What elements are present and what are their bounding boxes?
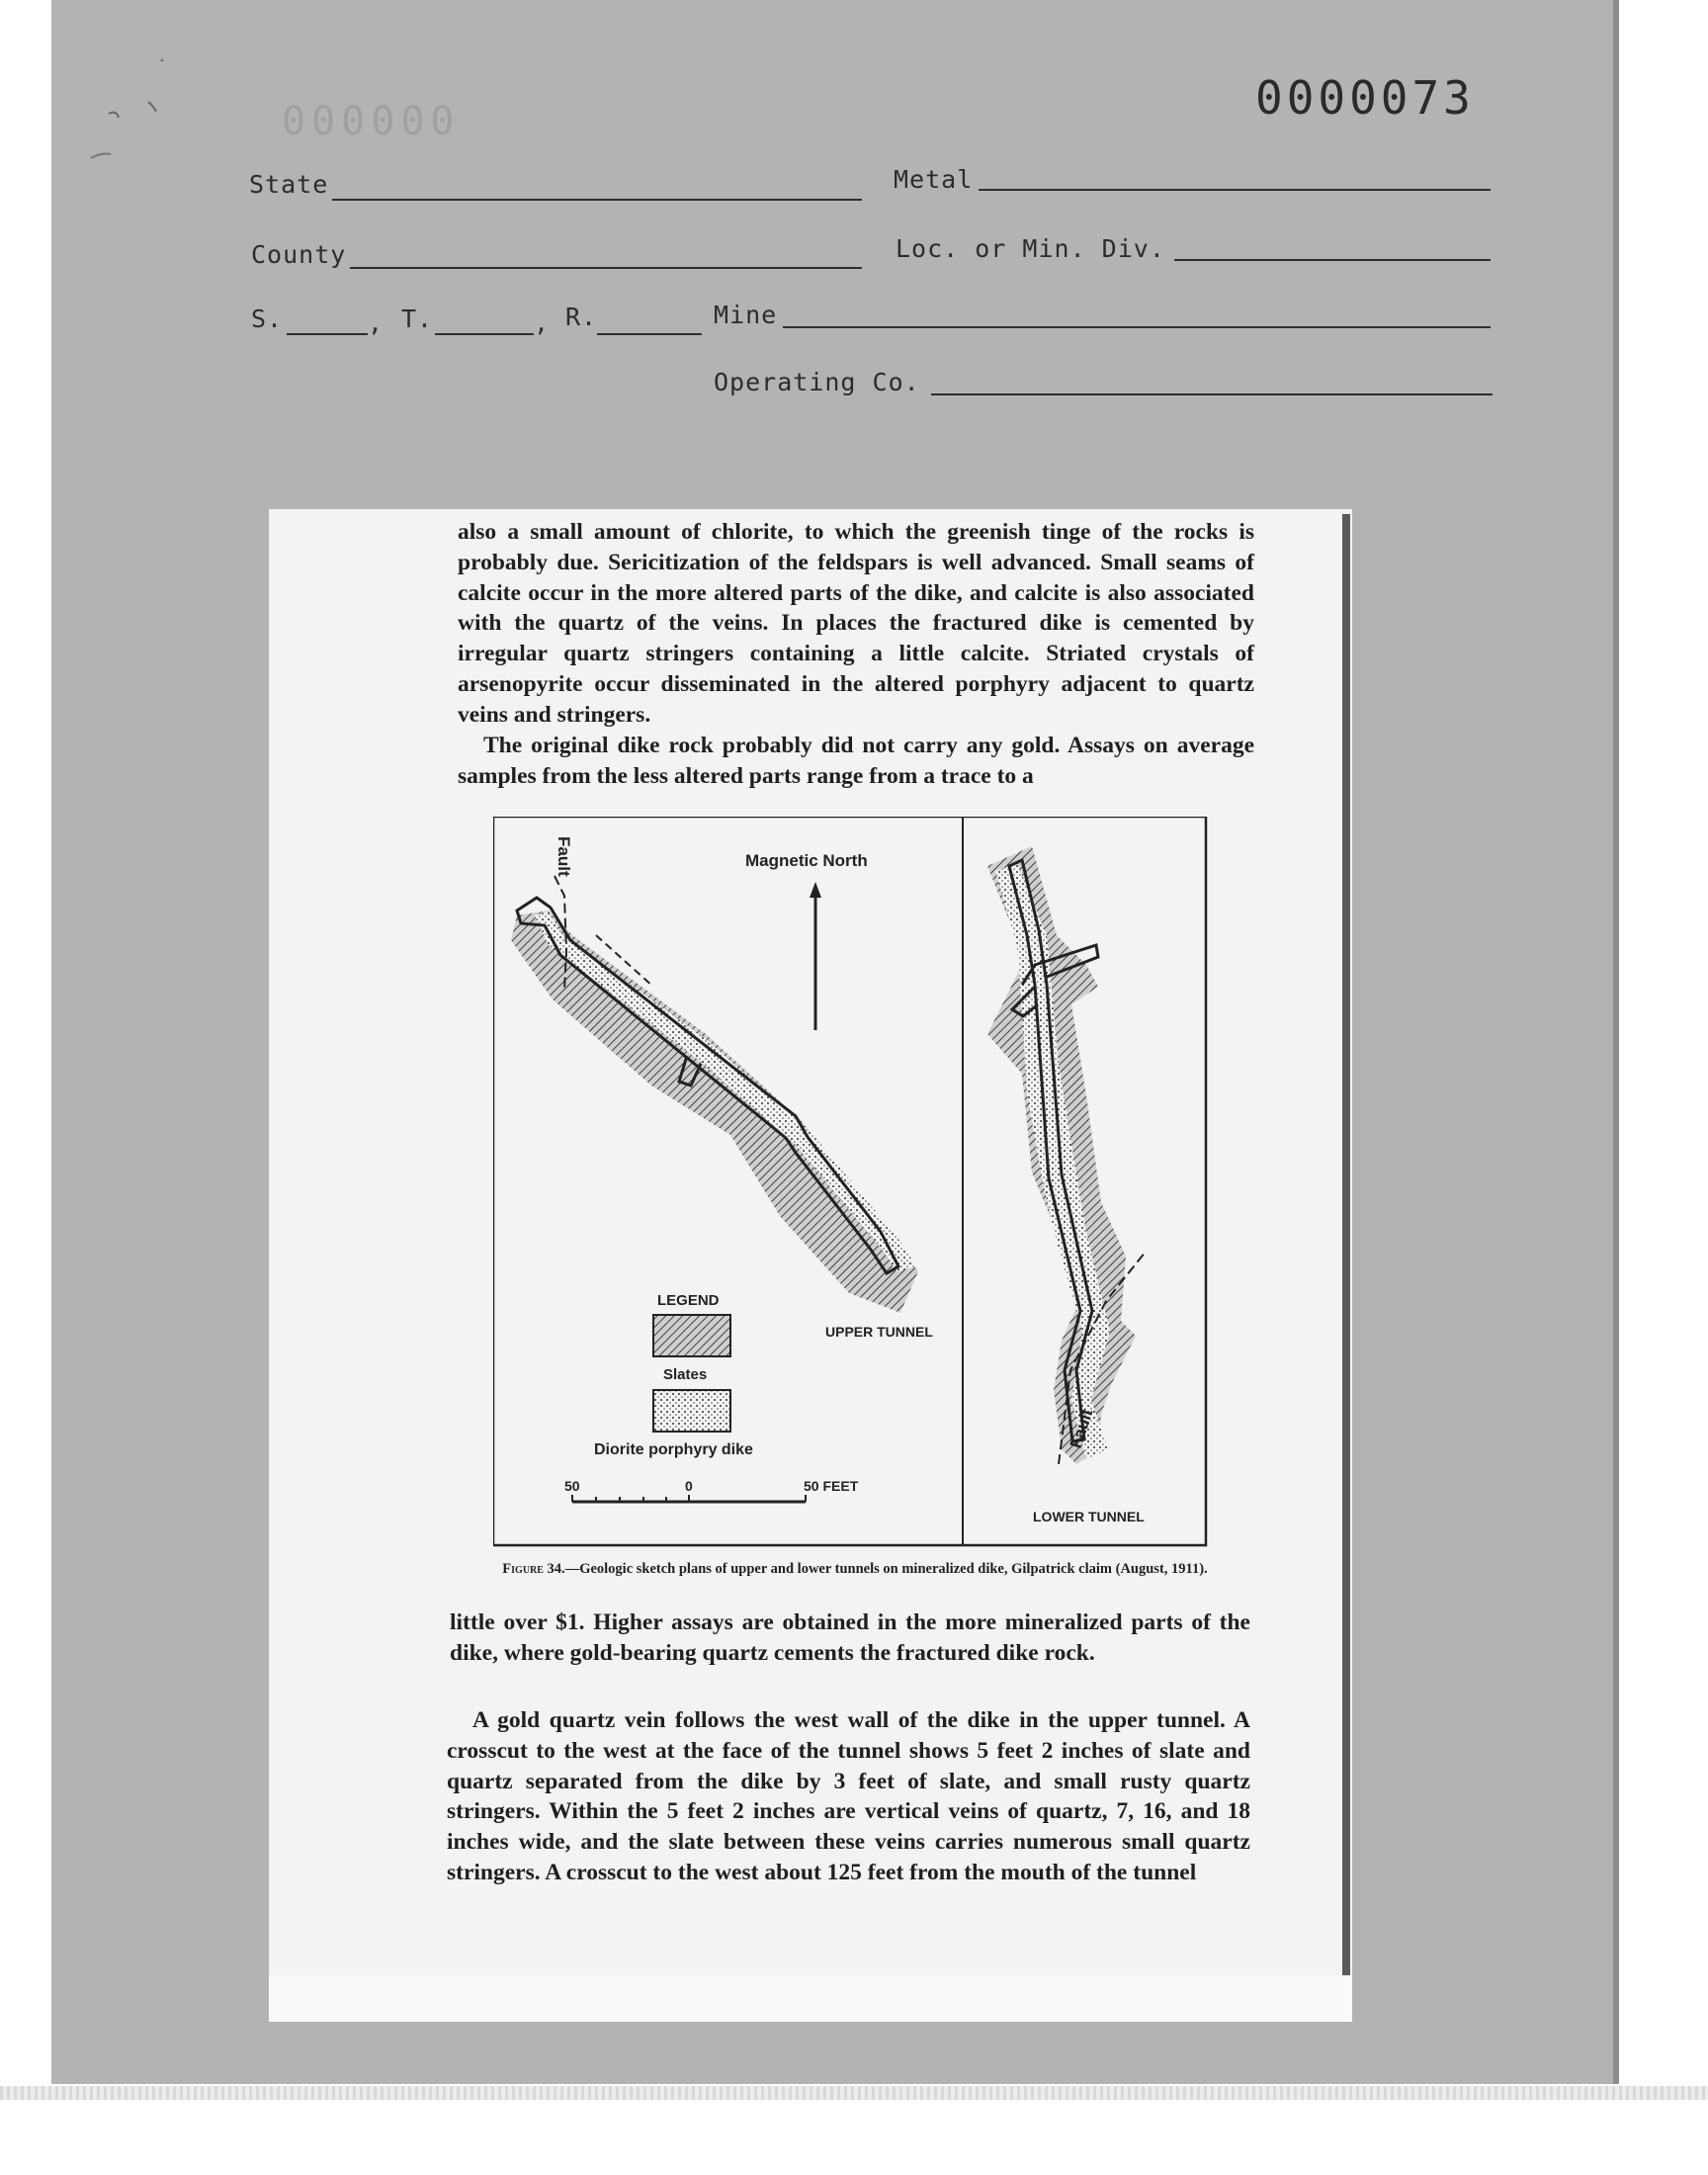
- township-field[interactable]: [435, 333, 534, 335]
- legend-slates-label: Slates: [663, 1366, 708, 1383]
- lower-fault-label: Fault: [1066, 1406, 1097, 1451]
- lower-tunnel-label: LOWER TUNNEL: [1033, 1509, 1145, 1524]
- operating-co-label: Operating Co.: [714, 368, 920, 396]
- legend-title: LEGEND: [657, 1292, 720, 1309]
- comma-1: ,: [368, 308, 384, 337]
- loc-label: Loc. or Min. Div.: [896, 234, 1165, 263]
- scale-right-label: 50 FEET: [804, 1478, 859, 1494]
- magnetic-north-label: Magnetic North: [745, 851, 868, 870]
- metal-field[interactable]: [979, 189, 1491, 191]
- metal-label: Metal: [894, 165, 974, 194]
- caption-label: Figure 34.: [502, 1561, 565, 1577]
- clipping-margin: [269, 1975, 1352, 2022]
- paragraph-chlorite: also a small amount of chlorite, to which the greenish tinge of the rocks is probably due. Sericitization of the feldspars is well advanced. Small seams of calcite occur in the more altered parts of the dike, and calcite is also associated with the quartz of the veins. In places the fractured dike is cemented by irregular quartz stringers containing a little calcite. Striated crystals of arsenopyrite occur disseminated in the altered porphyry adjacent to quartz veins and stringers.: [458, 519, 1254, 728]
- loc-field[interactable]: [1174, 259, 1491, 261]
- legend-dike-swatch: [653, 1390, 730, 1432]
- paragraph-original-dike: The original dike rock probably did not carry any gold. Assays on average samples from the less altered parts range from a trace to a: [458, 733, 1254, 789]
- legend-slates-swatch: [653, 1315, 730, 1356]
- scale-left-label: 50: [564, 1478, 580, 1494]
- township-label: T.: [401, 304, 434, 333]
- upper-fault-label: Fault: [555, 836, 573, 877]
- document-number: 0000073: [1255, 71, 1475, 125]
- county-label: County: [251, 240, 347, 269]
- figure-caption: [453, 1560, 1257, 1579]
- section-label: S.: [251, 304, 284, 333]
- upper-tunnel-label: UPPER TUNNEL: [825, 1324, 933, 1340]
- scan-specks: [79, 54, 168, 173]
- range-label: R.: [565, 303, 598, 331]
- faded-stamp: 000000: [282, 99, 461, 144]
- clipping-shadow: [1342, 514, 1350, 1975]
- paragraph-assays: little over $1. Higher assays are obtained in the more mineralized parts of the dike, where gold-bearing quartz cements the fractured dike rock.: [450, 1610, 1250, 1666]
- scale-zero-label: 0: [685, 1478, 693, 1494]
- mine-field[interactable]: [783, 326, 1491, 328]
- legend-dike-label: Diorite porphyry dike: [594, 1441, 753, 1458]
- section-field[interactable]: [287, 333, 368, 335]
- county-field[interactable]: [350, 267, 862, 269]
- range-field[interactable]: [597, 333, 702, 335]
- paragraph-quartz-vein: A gold quartz vein follows the west wall of the dike in the upper tunnel. A crosscut to the west at the face of the tunnel shows 5 feet 2 inches of slate and quartz separated from the dike by 3 feet of slate, and small rusty quartz stringers. Within the 5 feet 2 inches are vertical veins of quartz, 7, 16, and 18 inches wide, and the slate between these veins carries numerous small quartz stringers. A crosscut to the west about 125 feet from the mouth of the tunnel: [447, 1707, 1250, 1885]
- geologic-sketch-figure: [493, 817, 1208, 1547]
- comma-2: ,: [534, 308, 551, 337]
- state-field[interactable]: [332, 199, 862, 201]
- card-edge-shadow: [1613, 0, 1619, 2084]
- scan-bottom-strip: [0, 2086, 1708, 2100]
- state-label: State: [249, 170, 329, 199]
- mine-label: Mine: [714, 301, 778, 329]
- operating-co-field[interactable]: [931, 393, 1493, 395]
- caption-text: —Geologic sketch plans of upper and lower tunnels on mineralized dike, Gilpatrick claim (August, 1911).: [564, 1561, 1208, 1577]
